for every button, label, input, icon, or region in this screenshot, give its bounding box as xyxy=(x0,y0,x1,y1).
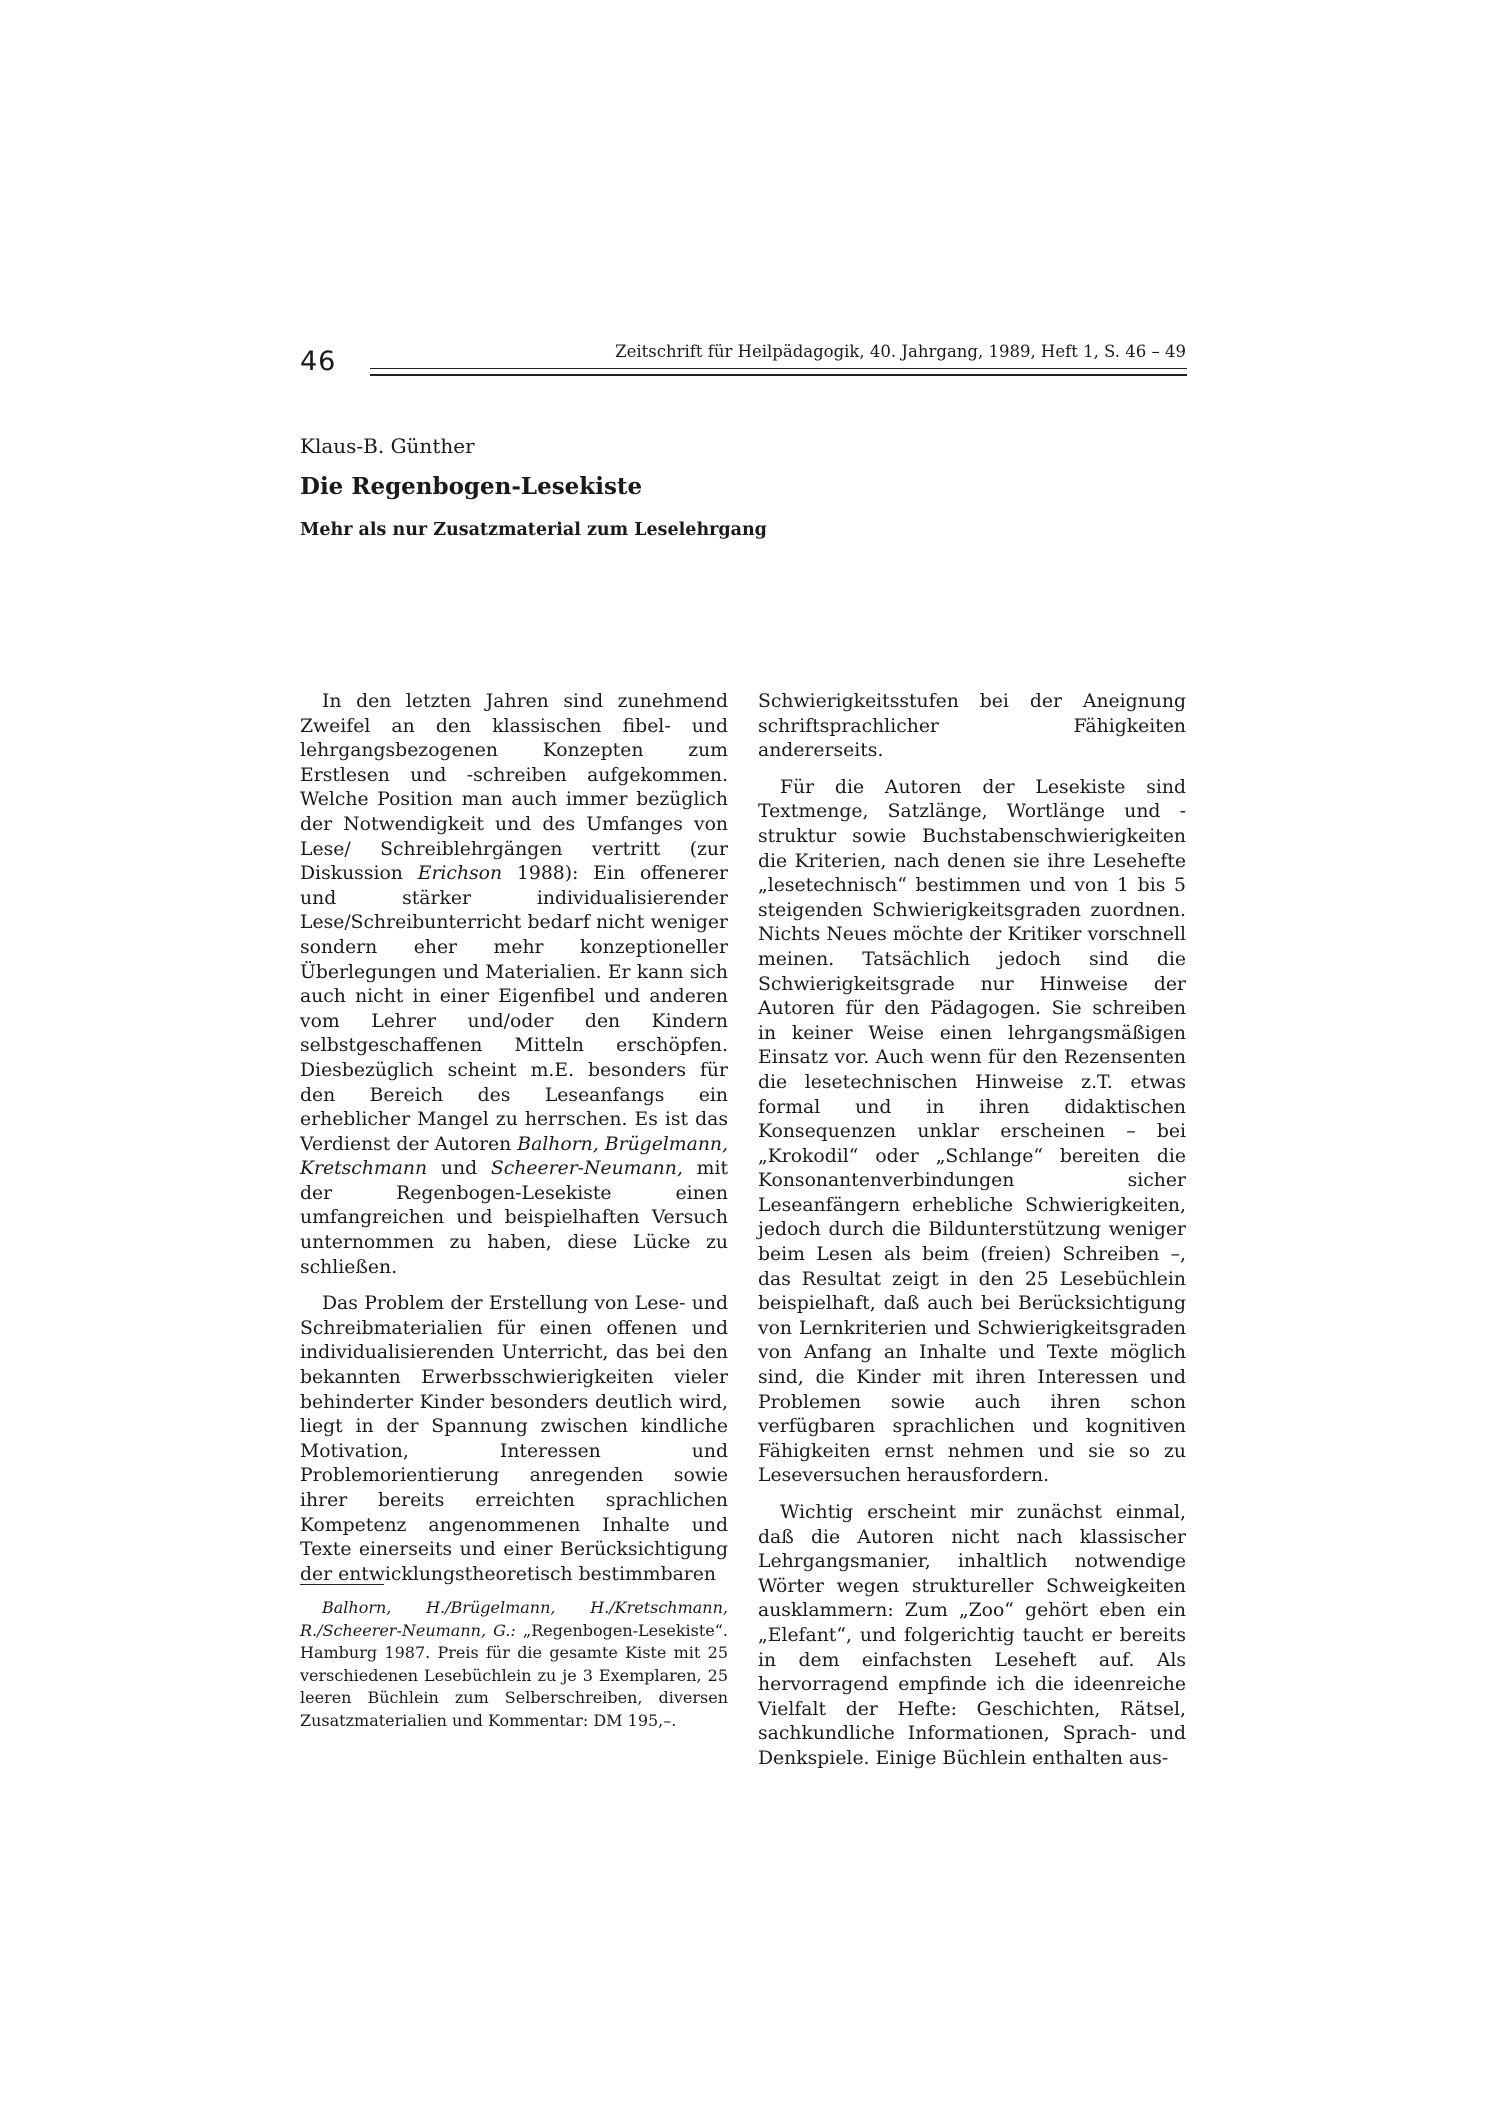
footnote-rule xyxy=(300,1584,384,1585)
right-column xyxy=(758,690,1186,1772)
right-paragraph-3: Wichtig erscheint mir zunächst einmal, daß die Autoren nicht nach klassischer Lehrgangsmanier, inhaltlich notwendige Wörter wegen struktureller Schweigkeiten ausklammern: Zum „Zoo“ gehört eben ein „Elefant“, und folgerichtig taucht er bereits in dem einfachsten Leseheft auf. Als hervorragend empfinde ich die ideenreiche Vielfalt der Hefte: Geschichten, Rätsel, sachkundliche Informationen, Sprach- und Denkspiele. Einige Büchlein enthalten aus- xyxy=(758,1502,1186,1769)
text-run: und xyxy=(427,1158,491,1180)
left-paragraph-2: Das Problem der Erstellung von Lese- und Schreibmaterialien für einen offenen und individualisierenden Unterricht, das bei den bekannten Erwerbsschwierigkeiten vieler behinderter Kinder besonders deutlich wird, liegt in der Spannung zwischen kindliche Motivation, Interessen und Problemorientierung anregenden sowie ihrer bereits erreichten sprachlichen Kompetenz angenommenen Inhalte und Texte einerseits und einer Berücksichtigung der entwicklungstheoretisch bestimmbaren xyxy=(300,1293,728,1585)
footnote-authors: Balhorn, H./Brügelmann, H./Kretschmann, R./Scheerer-Neumann, G.: xyxy=(300,1598,728,1640)
text-run: In den letzten Jahren sind zunehmend Zweifel an den klassischen fibel- und lehrgangsbezogenen Konzepten zum Erstlesen und -schreiben aufgekommen. Welche Position man auch immer bezüglich der Notwendigkeit und des Umfanges von Lese/ Schreiblehrgängen vertritt (zur Diskussion xyxy=(300,691,728,885)
article-title: Die Regenbogen-Lesekiste xyxy=(300,473,643,500)
page-number: 46 xyxy=(300,346,337,377)
footnote-text: „Regenbogen-Lesekiste“. Hamburg 1987. Preis für die gesamte Kiste mit 25 verschiedenen Lesebüchlein zu je 3 Exemplaren, 25 leeren Büchlein zum Selberschreiben, diversen Zusatzmaterialien und Kommentar: DM 195,–. xyxy=(300,1620,728,1730)
article-subtitle: Mehr als nur Zusatzmaterial zum Leselehrgang xyxy=(300,520,767,540)
right-paragraph-1: Schwierigkeitsstufen bei der Aneignung schriftsprachlicher Fähigkeiten andererseits. xyxy=(758,691,1186,762)
article-author: Klaus-B. Günther xyxy=(300,434,475,458)
footnote xyxy=(300,1597,728,1733)
header-rule-thin xyxy=(370,368,1187,369)
text-run: 1988): Ein offenerer und stärker individualisierender Lese/Schreibunterricht bedarf nicht weniger sondern eher mehr konzeptioneller Überlegungen und Materialien. Er kann sich auch nicht in einer Eigenfibel und anderen vom Lehrer und/oder den Kindern selbstgeschaffenen Mitteln erschöpfen. Diesbezüglich scheint m.E. besonders für den Bereich des Leseanfangs ein erheblicher Mangel zu herrschen. Es ist das Verdienst der Autoren xyxy=(300,863,728,1155)
reference-author: Erichson xyxy=(417,863,503,885)
left-paragraph-1 xyxy=(300,690,728,1280)
reference-author: Scheerer-Neumann, xyxy=(490,1158,683,1180)
header-rule-thick xyxy=(370,374,1187,376)
left-column xyxy=(300,690,728,1587)
text-run: mit der Regenbogen-Lesekiste einen umfangreichen und beispielhaften Versuch unternommen zu haben, diese Lücke zu schließen. xyxy=(300,1158,728,1278)
reference-authors: Balhorn, Brügelmann, Kretschmann xyxy=(300,1133,728,1180)
running-head: Zeitschrift für Heilpädagogik, 40. Jahrgang, 1989, Heft 1, S. 46 – 49 xyxy=(615,342,1186,361)
right-paragraph-2: Für die Autoren der Lesekiste sind Textmenge, Satzlänge, Wortlänge und -struktur sowie Buchstabenschwierigkeiten die Kriterien, nach denen sie ihre Lesehefte „lesetechnisch“ bestimmen und von 1 bis 5 steigenden Schwierigkeitsgraden zuordnen. Nichts Neues möchte der Kritiker vorschnell meinen. Tatsächlich jedoch sind die Schwierigkeitsgrade nur Hinweise der Autoren für den Pädagogen. Sie schreiben in keiner Weise einen lehrgangsmäßigen Einsatz vor. Auch wenn für den Rezensenten die lesetechnischen Hinweise z.T. etwas formal und in ihren didaktischen Konsequenzen unklar erscheinen – bei „Krokodil“ oder „Schlange“ bereiten die Konsonantenverbindungen sicher Leseanfängern erhebliche Schwierigkeiten, jedoch durch die Bildunterstützung weniger beim Lesen als beim (freien) Schreiben –, das Resultat zeigt in den 25 Lesebüchlein beispielhaft, daß auch bei Berücksichtigung von Lernkriterien und Schwierigkeitsgraden von Anfang an Inhalte und Texte möglich sind, die Kinder mit ihren Interessen und Problemen sowie auch ihren schon verfügbaren sprachlichen und kognitiven Fähigkeiten ernst nehmen und sie so zu Leseversuchen herausfordern. xyxy=(758,776,1186,1487)
